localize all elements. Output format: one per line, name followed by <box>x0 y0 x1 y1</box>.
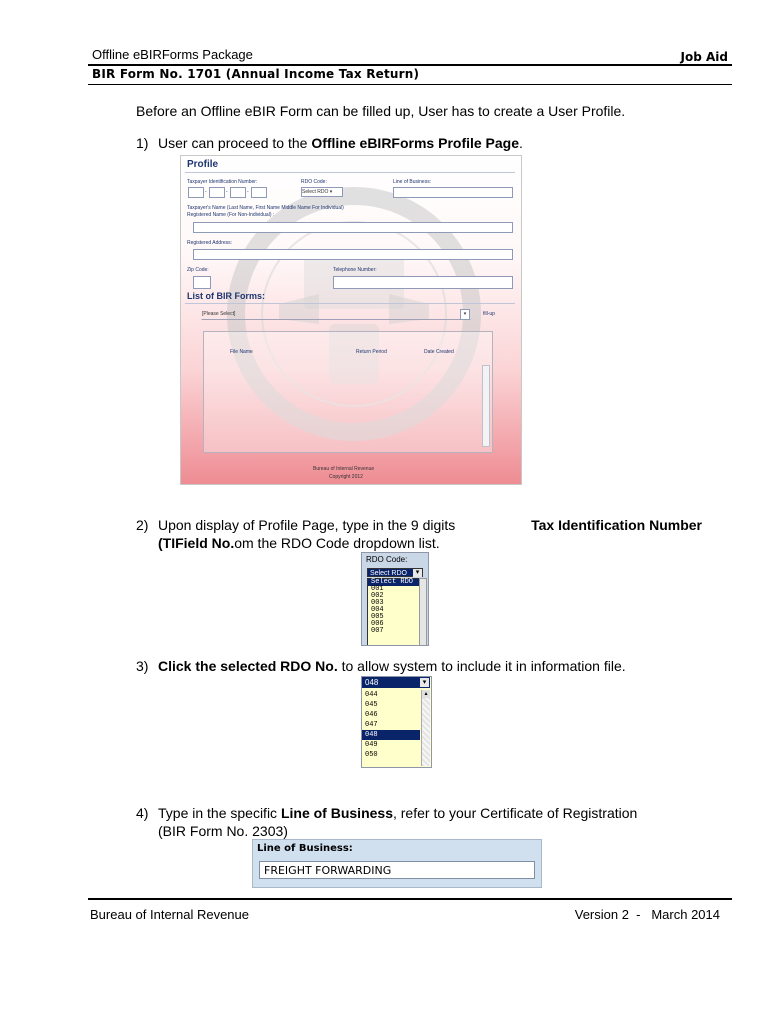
rdo-option[interactable]: 049 <box>365 741 378 749</box>
step-1: 1) User can proceed to the Offline eBIRForms Profile Page. <box>136 135 523 151</box>
step-4-bold: Line of Business <box>280 805 393 821</box>
phone-field[interactable] <box>333 276 513 289</box>
rdo-selected-value[interactable]: 048 ▾ <box>362 677 430 688</box>
lob-input[interactable]: FREIGHT FORWARDING <box>259 861 535 879</box>
taxpayer-name-label: Taxpayer's Name (Last Name, First Name Middle Name For Individual) <box>187 205 344 211</box>
address-label: Registered Address: <box>187 240 233 246</box>
job-aid-label: Job Aid <box>680 50 728 64</box>
rdo-label: RDO Code: <box>301 179 327 185</box>
rdo-option[interactable]: 003 <box>371 599 384 607</box>
profile-title: Profile <box>187 159 219 170</box>
header-subdivider <box>88 84 732 85</box>
lob-field-small[interactable] <box>393 187 513 198</box>
tin-field-3[interactable] <box>230 187 246 198</box>
rdo-option[interactable]: 004 <box>371 606 384 614</box>
col-file-name: File Name <box>230 349 253 355</box>
rdo-option[interactable]: 001 <box>371 585 384 593</box>
phone-label: Telephone Number: <box>333 267 377 273</box>
zip-field[interactable] <box>193 276 211 289</box>
step-4-line-2: (BIR Form No. 2303) <box>158 823 288 839</box>
registered-name-label: Registered Name (For Non-Individual) : <box>187 212 275 218</box>
tin-field-1[interactable] <box>188 187 204 198</box>
rdo-dropdown-selected[interactable]: Select RDO ▾ <box>367 568 423 577</box>
tin-label: Taxpayer Identification Number: <box>187 179 258 185</box>
rdo-dropdown-scrollbar[interactable] <box>419 578 427 646</box>
taxpayer-name-field[interactable] <box>193 222 513 233</box>
profile-title-underline <box>185 172 515 173</box>
intro-paragraph: Before an Offline eBIR Form can be filled up, User has to create a User Profile. <box>136 103 626 119</box>
zip-label: Zip Code: <box>187 267 209 273</box>
rdo-option[interactable]: Select RDO <box>368 579 419 586</box>
rdo-option[interactable]: 045 <box>365 701 378 709</box>
rdo-option-list-2 <box>362 690 420 766</box>
list-scrollbar[interactable] <box>482 365 490 447</box>
profile-footer-bir: Bureau of Internal Revenue <box>313 466 375 472</box>
rdo-option[interactable]: 007 <box>371 627 384 635</box>
step-number: 1) <box>136 135 149 151</box>
forms-list <box>203 331 493 453</box>
lob-label-small: Line of Business: <box>393 179 432 185</box>
col-date-created: Date Created <box>424 349 454 355</box>
fillup-button[interactable]: fill-up <box>483 311 495 317</box>
rdo-option[interactable]: 005 <box>371 613 384 621</box>
rdo-option[interactable]: 046 <box>365 711 378 719</box>
tin-field-2[interactable] <box>209 187 225 198</box>
tin-field-4[interactable] <box>251 187 267 198</box>
step-2-tin-bold: Tax Identification Number <box>531 517 702 533</box>
list-of-forms-title: List of BIR Forms: <box>187 291 265 301</box>
rdo-option[interactable]: 050 <box>365 751 378 759</box>
rdo-dropdown-open <box>361 552 429 646</box>
list-title-underline <box>185 303 515 304</box>
step-1-bold: Offline eBIRForms Profile Page <box>311 135 520 151</box>
address-field[interactable] <box>193 249 513 260</box>
rdo-dropdown-selected-048 <box>361 676 432 768</box>
rdo-option-highlighted[interactable]: 048 <box>362 730 420 740</box>
footer-org: Bureau of Internal Revenue <box>90 907 249 922</box>
rdo-option-list <box>367 578 420 646</box>
step-4: 4) Type in the specific Line of Business, refer to your Certificate of Registration <box>136 805 638 821</box>
form-title: BIR Form No. 1701 (Annual Income Tax Return) <box>92 67 420 81</box>
rdo-select[interactable]: Select RDO ▾ <box>301 187 343 197</box>
package-title: Offline eBIRForms Package <box>92 47 253 62</box>
rdo-option[interactable]: 044 <box>365 691 378 699</box>
form-select[interactable]: [Please Select] ▾ <box>201 309 471 320</box>
footer-divider <box>88 898 732 900</box>
line-of-business-screenshot <box>252 839 542 888</box>
profile-page-screenshot: Profile Taxpayer Identification Number: - - - RDO Code: Select RDO ▾ Line of Business: Taxpayer's Name (Last Name, First Name Middle Name For Individual) Registered Name (For Non-Individual) : Registered Address: Zip Code: Telephone Number: List of BIR Forms: [Please Select] ▾ fill-up File Name Return Period Date Created Bureau of Internal Revenue Copyright 2012 <box>180 155 522 485</box>
rdo-dropdown2-scrollbar[interactable]: ▴ <box>421 690 430 766</box>
rdo-option[interactable]: 006 <box>371 620 384 628</box>
step-3-bold: Click the selected RDO No. <box>158 658 338 674</box>
step-2: 2) Upon display of Profile Page, type in the 9 digits Tax Identification Number <box>136 517 702 533</box>
rdo-option[interactable]: 002 <box>371 592 384 600</box>
header-divider <box>88 64 732 66</box>
step-3: 3) Click the selected RDO No. to allow system to include it in information file. <box>136 658 626 674</box>
rdo-dropdown-label: RDO Code: <box>366 555 408 564</box>
profile-footer-copyright: Copyright 2012 <box>329 474 363 480</box>
step-2-line-2: (TIField No.om the RDO Code dropdown list. <box>158 535 440 551</box>
col-return-period: Return Period <box>356 349 387 355</box>
footer-version: Version 2 - March 2014 <box>574 907 720 922</box>
rdo-option[interactable]: 047 <box>365 721 378 729</box>
lob-label: Line of Business: <box>257 843 353 854</box>
